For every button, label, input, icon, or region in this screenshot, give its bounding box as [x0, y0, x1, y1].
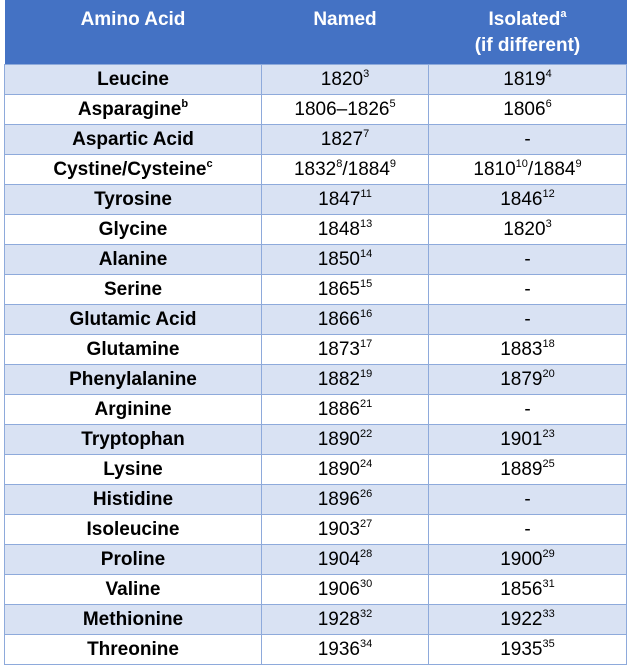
isolated-year: - — [524, 128, 531, 150]
amino-acid-name: Cystine/Cysteine — [53, 158, 207, 180]
isolated-year-cell — [429, 545, 627, 575]
amino-acid-name: Glutamic Acid — [69, 308, 197, 330]
reference-number: 21 — [360, 397, 373, 410]
named-year: 1896 — [317, 488, 361, 510]
named-year: 1847 — [318, 188, 361, 210]
named-year: 1906 — [317, 578, 361, 600]
reference-number: 30 — [360, 577, 373, 590]
named-year: 1806–1826 — [294, 98, 390, 120]
isolated-year: 1922 — [500, 608, 543, 630]
amino-acid-name: Proline — [100, 548, 166, 570]
isolated-year: 1806 — [503, 98, 546, 120]
amino-acid-name: Isoleucine — [86, 518, 180, 540]
named-year-cell — [262, 605, 429, 635]
amino-acid-name: Aspartic Acid — [72, 128, 194, 150]
named-year: 1928 — [317, 608, 361, 630]
amino-acid-name: Tyrosine — [94, 188, 172, 210]
reference-number: 33 — [542, 607, 555, 620]
isolated-year: 1883 — [500, 338, 543, 360]
amino-acid-name-cell — [5, 605, 262, 635]
reference-number: 12 — [542, 187, 555, 200]
reference-number: 29 — [542, 547, 555, 560]
isolated-year: 1819 — [503, 68, 546, 90]
table-row — [5, 575, 627, 605]
named-year-cell — [262, 245, 429, 275]
named-year-cell — [262, 275, 429, 305]
reference-number: 6 — [545, 97, 552, 110]
isolated-year: - — [524, 398, 531, 420]
reference-number: 35 — [542, 637, 555, 650]
isolated-year: /1884 — [527, 158, 576, 180]
amino-acid-name-cell — [5, 95, 262, 125]
reference-number: 22 — [360, 427, 373, 440]
amino-acid-name-cell — [5, 635, 262, 665]
amino-acid-name-cell — [5, 305, 262, 335]
reference-number: 9 — [389, 157, 397, 170]
isolated-year: 1900 — [500, 548, 543, 570]
amino-acid-name-cell — [5, 65, 262, 95]
table-row — [5, 425, 627, 455]
reference-number: 26 — [360, 487, 373, 500]
isolated-year-cell — [429, 65, 627, 95]
reference-number: 7 — [363, 127, 370, 140]
header-row — [5, 0, 627, 65]
amino-acid-name: Asparagine — [77, 98, 182, 120]
amino-acid-name: Tryptophan — [81, 428, 185, 450]
isolated-year: 1889 — [500, 458, 543, 480]
isolated-year: 1879 — [500, 368, 543, 390]
isolated-year-cell — [429, 125, 627, 155]
isolated-year-cell — [429, 455, 627, 485]
reference-number: 16 — [360, 307, 373, 320]
named-year: 1820 — [320, 68, 364, 90]
isolated-year-cell — [429, 245, 627, 275]
reference-number: 23 — [542, 427, 555, 440]
reference-number: 10 — [515, 157, 528, 170]
named-year-cell — [262, 545, 429, 575]
reference-number: 34 — [360, 637, 373, 650]
amino-acid-name-cell — [5, 245, 262, 275]
named-year-cell — [262, 425, 429, 455]
amino-acid-name: Arginine — [94, 398, 172, 420]
amino-acid-name: Lysine — [103, 458, 163, 480]
reference-number: 3 — [363, 67, 370, 80]
reference-number: 20 — [542, 367, 555, 380]
header-isolated-label: Isolated — [488, 9, 561, 30]
amino-acid-name-cell — [5, 215, 262, 245]
amino-acid-name: Phenylalanine — [69, 368, 197, 390]
reference-number: 3 — [545, 217, 552, 230]
reference-number: 9 — [575, 157, 582, 170]
isolated-year-cell — [429, 605, 627, 635]
table-row — [5, 95, 627, 125]
named-year-cell — [262, 185, 429, 215]
amino-acid-name-cell — [5, 545, 262, 575]
named-year-cell — [262, 65, 429, 95]
amino-acid-name-cell — [5, 185, 262, 215]
table-row — [5, 335, 627, 365]
named-year-cell — [262, 635, 429, 665]
isolated-year-cell — [429, 335, 627, 365]
table-row — [5, 635, 627, 665]
isolated-year-cell — [429, 425, 627, 455]
table-row — [5, 485, 627, 515]
reference-number: 4 — [545, 67, 552, 80]
header-amino-acid: Amino Acid — [5, 0, 262, 65]
amino-acid-name: Glycine — [98, 218, 168, 240]
amino-acid-name-cell — [5, 395, 262, 425]
reference-number: 18 — [542, 337, 555, 350]
amino-acid-name-cell — [5, 125, 262, 155]
named-year-cell — [262, 305, 429, 335]
named-year: 1936 — [317, 638, 361, 660]
isolated-year: 1846 — [500, 188, 543, 210]
footnote-marker: a — [560, 8, 567, 20]
named-year-cell — [262, 395, 429, 425]
table-row — [5, 545, 627, 575]
amino-acid-name-cell — [5, 575, 262, 605]
isolated-year: - — [524, 248, 531, 270]
named-year-cell — [262, 95, 429, 125]
isolated-year-cell — [429, 635, 627, 665]
reference-number: 25 — [542, 457, 555, 470]
amino-acid-name: Serine — [103, 278, 163, 300]
named-year-cell — [262, 455, 429, 485]
header-isolated-sublabel: (if different) — [474, 35, 581, 56]
reference-number: 11 — [360, 187, 372, 200]
amino-acid-name: Threonine — [87, 638, 179, 660]
named-year-cell — [262, 515, 429, 545]
isolated-year: 1901 — [500, 428, 543, 450]
amino-acid-name-cell — [5, 485, 262, 515]
named-year: 1904 — [317, 548, 361, 570]
named-year: 1890 — [317, 458, 361, 480]
isolated-year: - — [524, 308, 531, 330]
isolated-year-cell — [429, 575, 627, 605]
isolated-year-cell — [429, 275, 627, 305]
named-year: 1850 — [317, 248, 361, 270]
amino-acid-name-cell — [5, 515, 262, 545]
isolated-year: - — [524, 518, 531, 540]
amino-acid-name: Methionine — [82, 608, 184, 630]
isolated-year-cell — [429, 395, 627, 425]
amino-acid-name-cell — [5, 455, 262, 485]
table-row — [5, 185, 627, 215]
isolated-year-cell — [429, 215, 627, 245]
table-row — [5, 605, 627, 635]
reference-number: 24 — [360, 457, 373, 470]
header-isolated — [429, 0, 627, 65]
amino-acid-name: Glutamine — [86, 338, 180, 360]
footnote-marker: c — [206, 157, 213, 170]
table-row — [5, 245, 627, 275]
amino-acid-name: Histidine — [92, 488, 174, 510]
named-year-cell — [262, 335, 429, 365]
named-year: 1865 — [317, 278, 361, 300]
amino-acid-name-cell — [5, 365, 262, 395]
amino-acid-name-cell — [5, 425, 262, 455]
isolated-year: 1935 — [500, 638, 543, 660]
table-row — [5, 455, 627, 485]
amino-acid-discovery-table — [4, 0, 627, 665]
reference-number: 32 — [360, 607, 373, 620]
table-row — [5, 215, 627, 245]
amino-acid-name-cell — [5, 155, 262, 185]
table-row — [5, 515, 627, 545]
isolated-year-cell — [429, 95, 627, 125]
named-year: 1866 — [317, 308, 361, 330]
reference-number: 27 — [360, 517, 373, 530]
named-year-cell — [262, 125, 429, 155]
named-year-cell — [262, 485, 429, 515]
isolated-year: - — [524, 488, 531, 510]
named-year: 1873 — [317, 338, 361, 360]
isolated-year-cell — [429, 185, 627, 215]
named-year-cell — [262, 155, 429, 185]
isolated-year-cell — [429, 515, 627, 545]
reference-number: 14 — [360, 247, 373, 260]
amino-acid-name-cell — [5, 335, 262, 365]
amino-acid-name: Valine — [105, 578, 161, 600]
named-year: 1890 — [317, 428, 361, 450]
named-year: 1848 — [317, 218, 361, 240]
isolated-year: 1820 — [503, 218, 546, 240]
reference-number: 31 — [542, 577, 555, 590]
reference-number: 19 — [360, 367, 373, 380]
named-year: 1827 — [320, 128, 364, 150]
reference-number: 5 — [389, 97, 396, 110]
named-year-cell — [262, 215, 429, 245]
named-year: 1886 — [317, 398, 361, 420]
footnote-marker: b — [181, 97, 189, 110]
table-body — [5, 65, 627, 665]
reference-number: 17 — [360, 337, 373, 350]
table-row — [5, 395, 627, 425]
reference-number: 13 — [360, 217, 373, 230]
reference-number: 8 — [336, 157, 343, 170]
table-row — [5, 275, 627, 305]
table-row — [5, 305, 627, 335]
isolated-year: 1810 — [473, 158, 516, 180]
isolated-year-cell — [429, 365, 627, 395]
isolated-year: 1856 — [500, 578, 543, 600]
named-year: 1832 — [293, 158, 337, 180]
named-year: 1903 — [317, 518, 361, 540]
header-named: Named — [262, 0, 429, 65]
amino-acid-name: Alanine — [98, 248, 168, 270]
table-row — [5, 155, 627, 185]
isolated-year-cell — [429, 155, 627, 185]
amino-acid-name: Leucine — [97, 68, 169, 90]
named-year: 1882 — [317, 368, 361, 390]
isolated-year: - — [524, 278, 531, 300]
table-row — [5, 65, 627, 95]
reference-number: 15 — [360, 277, 373, 290]
named-year-cell — [262, 575, 429, 605]
reference-number: 28 — [360, 547, 373, 560]
isolated-year-cell — [429, 485, 627, 515]
named-year: /1884 — [342, 158, 390, 180]
table-row — [5, 365, 627, 395]
table-row — [5, 125, 627, 155]
named-year-cell — [262, 365, 429, 395]
isolated-year-cell — [429, 305, 627, 335]
amino-acid-name-cell — [5, 275, 262, 305]
